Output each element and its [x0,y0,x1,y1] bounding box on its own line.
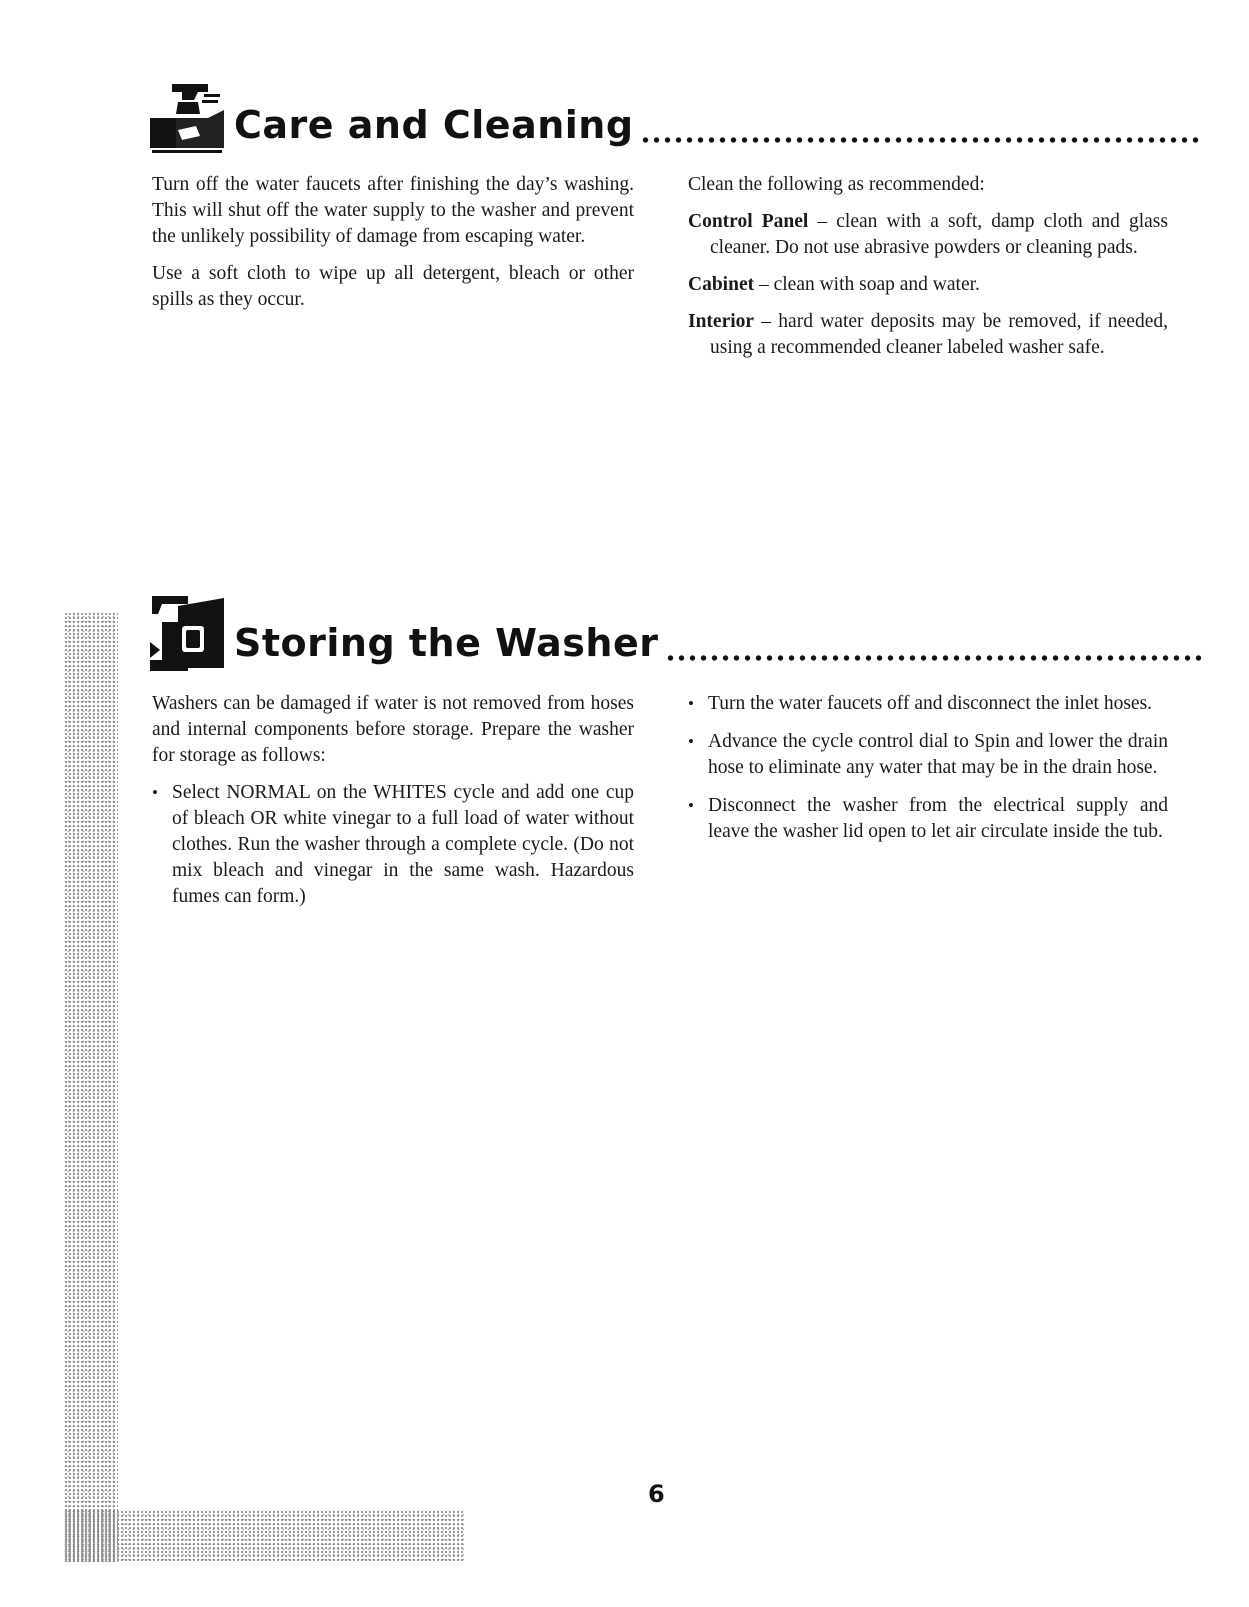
decorative-stipple-footer [64,1510,464,1562]
care-cleaning-header [148,64,1201,154]
care-item-term: Interior [688,311,755,332]
page-number: 6 [648,1480,665,1508]
list-item: • Turn the water faucets off and disconnect the inlet hoses. [688,691,1168,717]
care-item-term: Control Panel [688,211,809,232]
storing-left-list [152,780,634,910]
care-item-cabinet [688,272,1168,298]
care-item-interior [688,309,1168,361]
storing-washer-header [148,582,1201,672]
care-item-text: – hard water deposits may be removed, if needed, using a recommended cleaner labeled washer safe. [710,311,1168,358]
storing-right-list [688,691,1168,845]
list-item: • Advance the cycle control dial to Spin and lower the drain hose to eliminate any water that may be in the drain hose. [688,729,1168,781]
storing-left-column [152,691,634,922]
care-left-column [152,172,634,324]
decorative-stipple-bar [64,612,118,1562]
care-item-text: – clean with a soft, damp cloth and glass cleaner. Do not use abrasive powders or cleaning pads. [710,211,1168,258]
care-intro: Clean the following as recommended: [688,174,985,195]
washer-storage-icon [148,592,226,672]
spray-bottle-cleaning-icon [148,74,226,154]
storing-right-column [688,691,1168,857]
care-right-column [688,172,1168,372]
care-item-text: – clean with soap and water. [754,274,980,295]
care-item-control-panel [688,209,1168,261]
care-item-term: Cabinet [688,274,755,295]
title-dot-leader [640,136,1201,144]
list-item: • Disconnect the washer from the electrical supply and leave the washer lid open to let air circulate inside the tub. [688,793,1168,845]
care-paragraph-1: Turn off the water faucets after finishing the day’s washing. This will shut off the water supply to the washer and prevent the unlikely possibility of damage from escaping water. [152,174,634,247]
storing-intro: Washers can be damaged if water is not removed from hoses and internal components before storage. Prepare the washer for storage as follows: [152,693,634,766]
list-item: • Select NORMAL on the WHITES cycle and add one cup of bleach OR white vinegar to a full load of water without clothes. Run the washer through a complete cycle. (Do not mix bleach and vinegar in the same wash. Hazardous fumes can form.) [152,780,634,910]
title-dot-leader [665,654,1202,662]
care-cleaning-title: Care and Cleaning [234,103,634,147]
storing-washer-title: Storing the Washer [234,621,659,665]
care-paragraph-2: Use a soft cloth to wipe up all detergent, bleach or other spills as they occur. [152,263,634,310]
